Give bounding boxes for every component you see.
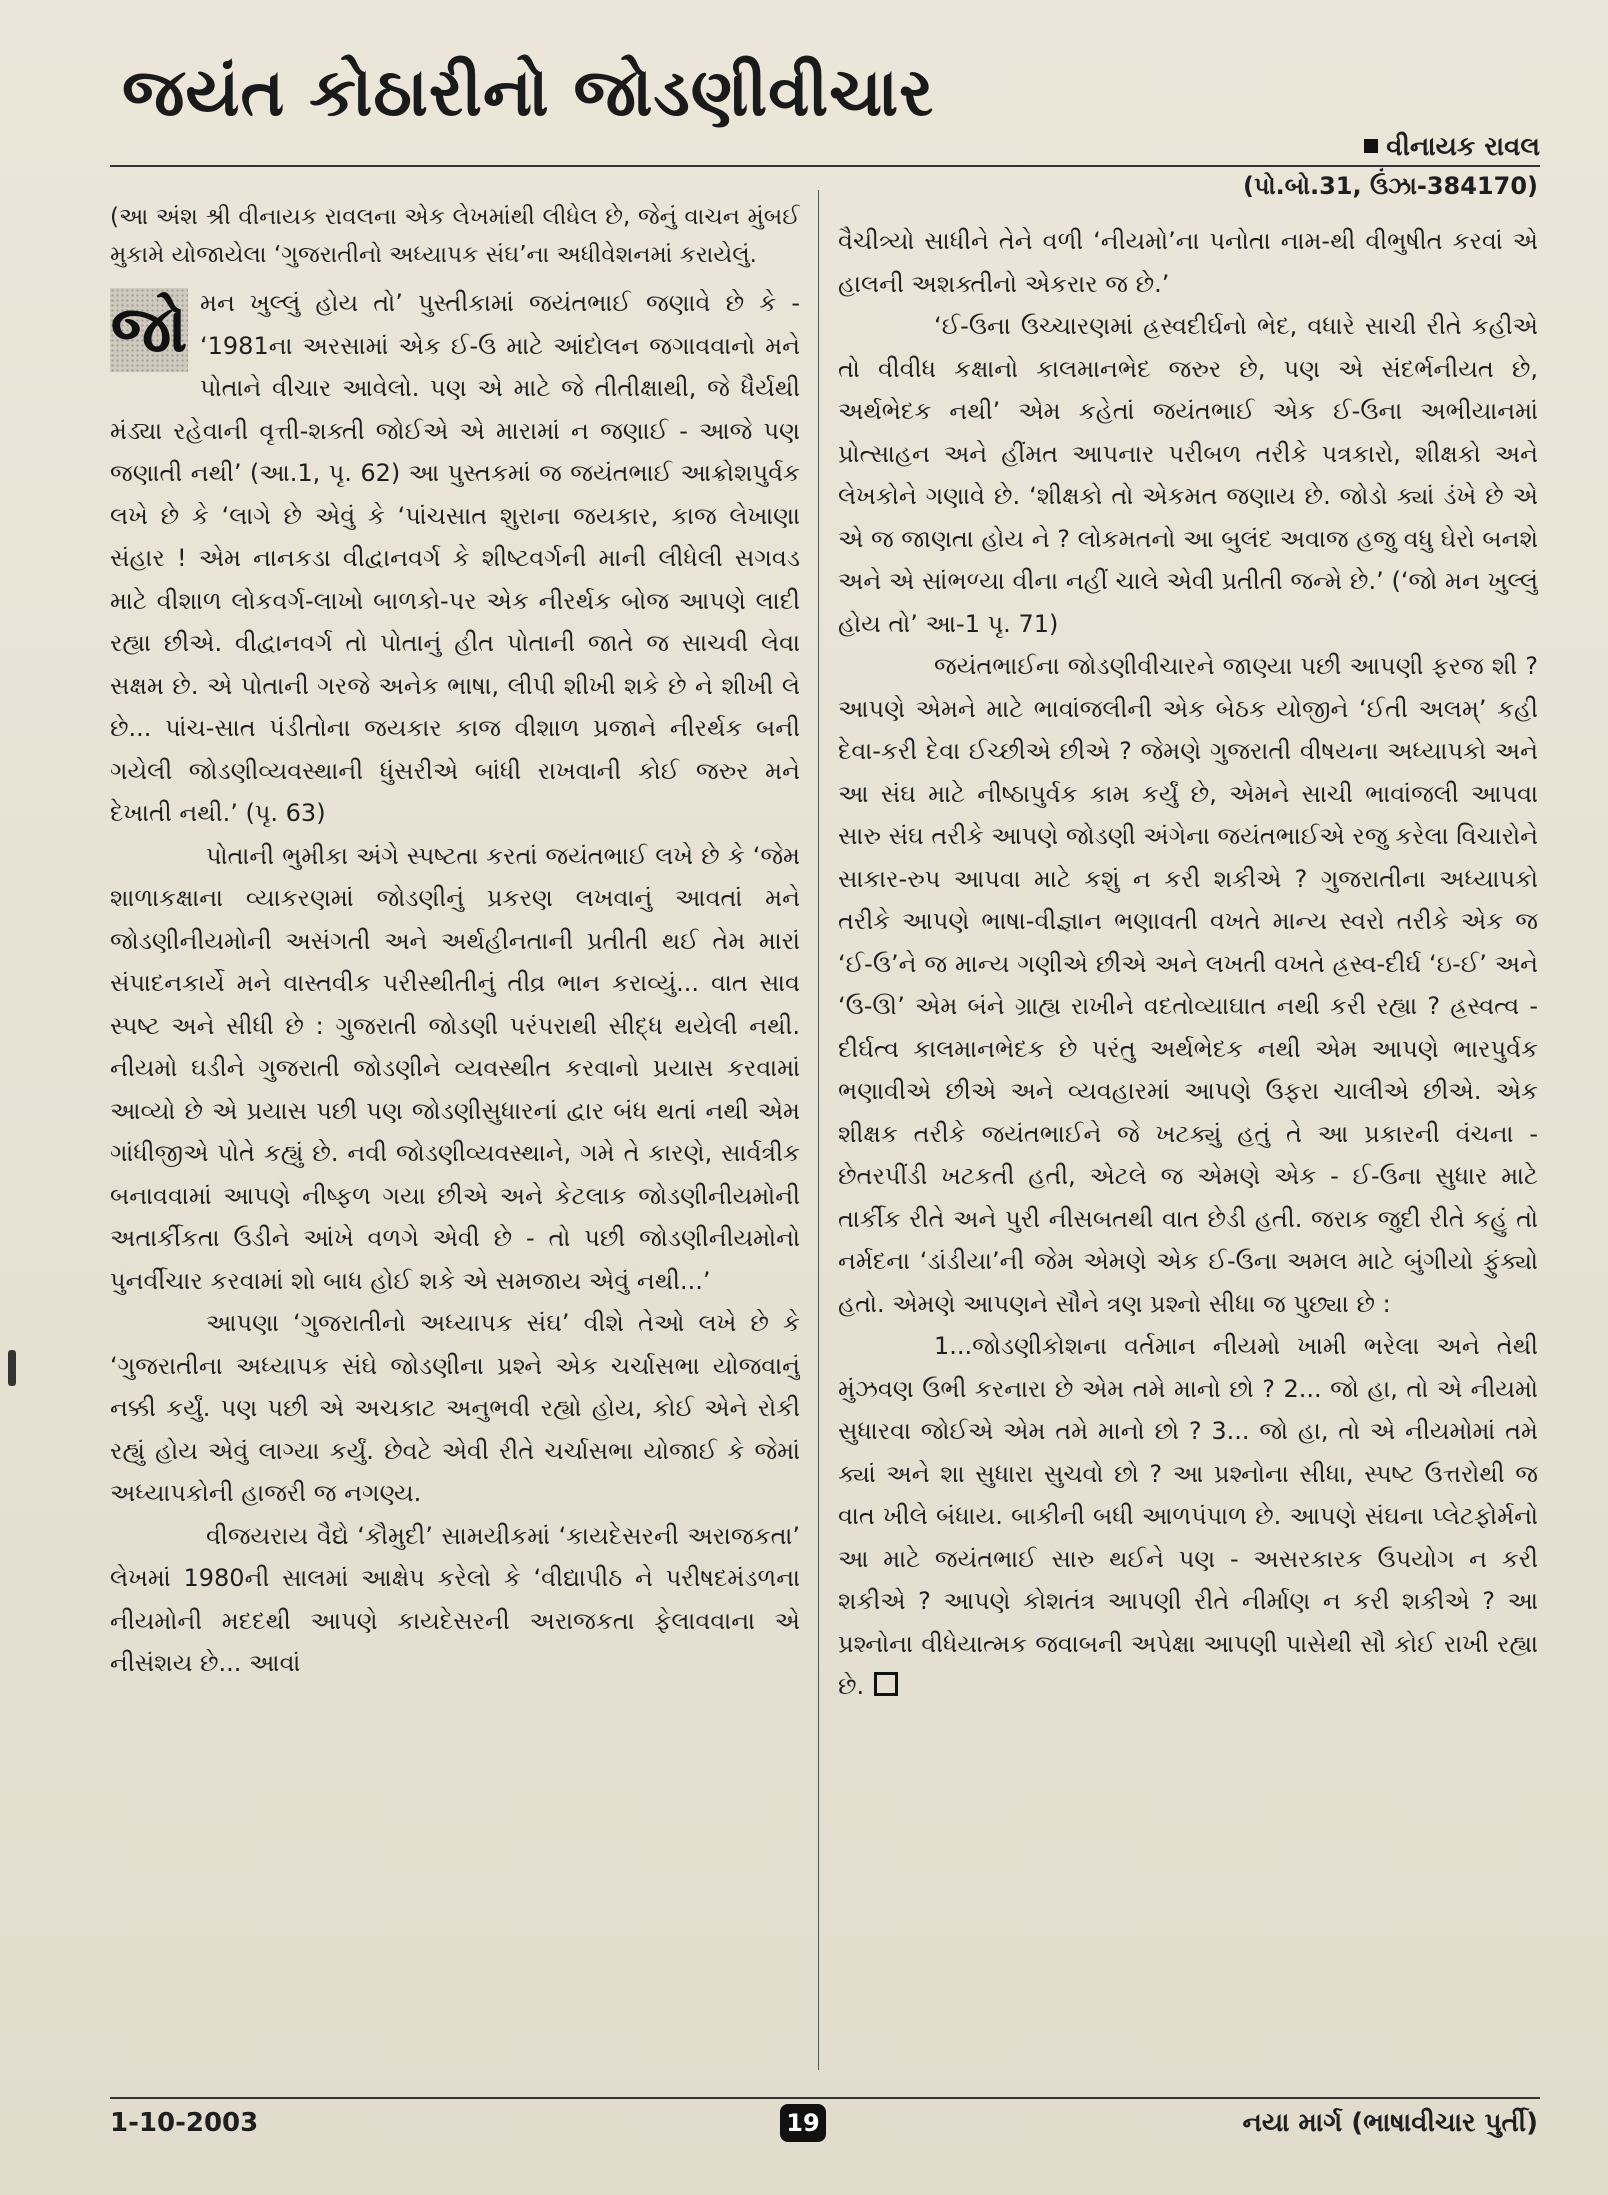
column-divider xyxy=(818,190,819,2070)
article-title: જયંત કોઠારીનો જોડણીવીચાર xyxy=(122,54,935,131)
author-name: વીનાયક રાવલ xyxy=(1386,132,1540,162)
intro-note: (આ અંશ શ્રી વીનાયક રાવલના એક લેખમાંથી લીધેલ છે, જેનું વાચન મુંબઈ મુકામે યોજાયેલા ‘ગુજરાતીનો અધ્યાપક સંઘ’ના અધીવેશનમાં કરાયેલું. xyxy=(110,204,800,268)
author-byline xyxy=(1364,132,1540,163)
paragraph-1-text: મન ખુલ્લું હોય તો’ પુસ્તીકામાં જયંતભાઈ જણાવે છે કે - ‘1981ના અરસામાં એક ઈ-ઉ માટે આંદોલન જગાવવાનો મને પોતાને વીચાર આવેલો. પણ એ માટે જે તીતીક્ષાથી, જે ધૈર્યથી મંડ્યા રહેવાની વૃત્તી-શક્તી જોઈએ એ મારામાં ન જણાઈ - આજે પણ જણાતી નથી’ (આ.1, પૃ. 62) આ પુસ્તકમાં જ જયંતભાઈ આક્રોશપુર્વક લખે છે કે ‘લાગે છે એવું કે ‘પાંચસાત શુરાના જયકાર, કાજ લેખાણા સંહાર ! એમ નાનકડા વીદ્વાનવર્ગ કે શીષ્ટવર્ગની માની લીધેલી સગવડ માટે વીશાળ લોકવર્ગ-લાખો બાળકો-પર એક નીરર્થક બોજ આપણે લાદી રહ્યા છીએ. વીદ્વાનવર્ગ તો પોતાનું હીત પોતાની જાતે જ સાચવી લેવા સક્ષમ છે. એ પોતાની ગરજે અનેક ભાષા, લીપી શીખી શકે છે ને શીખી લે છે... પાંચ-સાત પંડીતોના જયકાર કાજ વીશાળ પ્રજાને નીરર્થક બની ગયેલી જોડણીવ્યવસ્થાની ધુંસરીએ બાંધી રાખવાની કોઈ જરુર મને દેખાતી નથી.’ (પૃ. 63) xyxy=(110,289,800,827)
footer-rule xyxy=(110,2097,1540,2099)
binding-mark xyxy=(8,1350,16,1386)
paragraph-1 xyxy=(110,282,800,835)
end-mark-icon xyxy=(874,1672,898,1696)
drop-cap: જો xyxy=(110,288,188,372)
author-address: (પો.બો.31, ઉંઝા-384170) xyxy=(1243,172,1538,200)
paragraph-8-text: 1...જોડણીકોશના વર્તમાન નીયમો ખામી ભરેલા અને તેથી મુંઝવણ ઉભી કરનારા છે એમ તમે માનો છો ? 2... જો હા, તો એ નીયમો સુધારવા જોઈએ એમ તમે માનો છો ? 3... જો હા, તો એ નીયમોમાં તમે ક્યાં અને શા સુધારા સુચવો છો ? આ પ્રશ્નોના સીધા, સ્પષ્ટ ઉત્તરોથી જ વાત ખીલે બંધાય. બાકીની બધી આળપંપાળ છે. આપણે સંઘના પ્લેટફોર્મનો આ માટે જયંતભાઈ સારુ થઈને પણ - અસરકારક ઉપયોગ ન કરી શકીએ ? આપણે કોશતંત્ર આપણી રીતે નીર્માણ ન કરી શકીએ ? આ પ્રશ્નોના વીધેયાત્મક જવાબની અપેક્ષા આપણી પાસેથી સૌ કોઈ રાખી રહ્યા છે. xyxy=(838,1332,1538,1700)
paragraph-3: આપણા ‘ગુજરાતીનો અધ્યાપક સંઘ’ વીશે તેઓ લખે છે કે ‘ગુજરાતીના અધ્યાપક સંઘે જોડણીના પ્રશ્ને એક ચર્ચાસભા યોજવાનું નક્કી કર્યું. પણ પછી એ અચકાટ અનુભવી રહ્યો હોય, કોઈ એને રોકી રહ્યું હોય એવું લાગ્યા કર્યું. છેવટે એવી રીતે ચર્ચાસભા યોજાઈ કે જેમાં અધ્યાપકોની હાજરી જ નગણ્ય. xyxy=(110,1309,800,1507)
issue-date: 1-10-2003 xyxy=(110,2108,259,2138)
paragraph-8 xyxy=(838,1325,1538,1708)
left-column xyxy=(110,198,800,2058)
article-header xyxy=(110,52,1550,162)
square-bullet-icon xyxy=(1364,139,1378,153)
paragraph-2: પોતાની ભુમીકા અંગે સ્પષ્ટતા કરતાં જયંતભાઈ લખે છે કે ‘જેમ શાળાકક્ષાના વ્યાકરણમાં જોડણીનું પ્રકરણ લખવાનું આવતાં મને જોડણીનીયમોની અસંગતી અને અર્થહીનતાની પ્રતીતી થઈ તેમ મારાં સંપાદનકાર્યે મને વાસ્તવીક પરીસ્થીતીનું તીવ્ર ભાન કરાવ્યું... વાત સાવ સ્પષ્ટ અને સીધી છે : ગુજરાતી જોડણી પરંપરાથી સીદ્ધ થયેલી નથી. નીયમો ઘડીને ગુજરાતી જોડણીને વ્યવસ્થીત કરવાનો પ્રયાસ કરવામાં આવ્યો છે એ પ્રયાસ પછી પણ જોડણીસુધારનાં દ્વાર બંધ થતાં નથી એમ ગાંધીજીએ પોતે કહ્યું છે. નવી જોડણીવ્યવસ્થાને, ગમે તે કારણે, સાર્વત્રીક બનાવવામાં આપણે નીષ્ફળ ગયા છીએ અને કેટલાક જોડણીનીયમોની અતાર્કીકતા ઉડીને આંખે વળગે એવી છે - તો પછી જોડણીનીયમોનો પુનર્વીચાર કરવામાં શો બાધ હોઈ શકે એ સમજાય એવું નથી...’ xyxy=(110,841,800,1295)
page-number: 19 xyxy=(780,2104,826,2142)
right-column xyxy=(838,220,1538,2080)
paragraph-5: વૈચીત્ર્યો સાધીને તેને વળી ‘નીયમો’ના પનોતા નામ-થી વીભુષીત કરવાં એ હાલની અશક્તીનો એકરાર જ છે.’ xyxy=(838,227,1538,298)
paragraph-7: જયંતભાઈના જોડણીવીચારને જાણ્યા પછી આપણી ફરજ શી ? આપણે એમને માટે ભાવાંજલીની એક બેઠક યોજીને ‘ઈતી અલમ્’ કહી દેવા-કરી દેવા ઈચ્છીએ છીએ ? જેમણે ગુજરાતી વીષયના અધ્યાપકો અને આ સંઘ માટે નીષ્ઠાપુર્વક કામ કર્યું છે, એમને સાચી ભાવાંજલી આપવા સારુ સંઘ તરીકે આપણે જોડણી અંગેના જયંતભાઈએ રજુ કરેલા વિચારોને સાકાર-રુપ આપવા માટે કશું ન કરી શકીએ ? ગુજરાતીના અધ્યાપકો તરીકે આપણે ભાષા-વીજ્ઞાન ભણાવતી વખતે માન્ય સ્વરો તરીકે એક જ ‘ઈ-ઉ’ને જ માન્ય ગણીએ છીએ અને લખતી વખતે હ્રસ્વ-દીર્ઘ ‘ઇ-ઈ’ અને ‘ઉ-ઊ’ એમ બંને ગ્રાહ્ય રાખીને વદતોવ્યાઘાત નથી કરી રહ્યા ? હ્રસ્વત્વ - દીર્ઘત્વ કાલમાનભેદક છે પરંતુ અર્થભેદક નથી એમ આપણે ભારપુર્વક ભણાવીએ છીએ અને વ્યવહારમાં આપણે ઉફરા ચાલીએ છીએ. એક શીક્ષક તરીકે જયંતભાઈને જે ખટક્યું હતું તે આ પ્રકારની વંચના - છેતરપીંડી ખટકતી હતી, એટલે જ એમણે એક - ઈ-ઉના સુધાર માટે તાર્કીક રીતે અને પુરી નીસબતથી વાત છેડી હતી. જરાક જુદી રીતે કહું તો નર્મદના ‘ડાંડીયા’ની જેમ એમણે એક ઈ-ઉના અમલ માટે બુંગીયો ફુંક્યો હતો. એમણે આપણને સૌને ત્રણ પ્રશ્નો સીધા જ પુછ્યા છે : xyxy=(838,652,1538,1318)
publication-name: નયા માર્ગ (ભાષાવીચાર પુર્તી) xyxy=(1242,2108,1538,2138)
paragraph-6: ‘ઈ-ઉના ઉચ્ચારણમાં હ્રસ્વદીર્ઘનો ભેદ, વધારે સાચી રીતે કહીએ તો વીવીધ કક્ષાનો કાલમાનભેદ જરુર છે, પણ એ સંદર્ભનીયત છે, અર્થભેદક નથી’ એમ કહેતાં જયંતભાઈ એક ઈ-ઉના અભીયાનમાં પ્રોત્સાહન અને હીંમત આપનાર પરીબળ તરીકે પત્રકારો, શીક્ષકો અને લેખકોને ગણાવે છે. ‘શીક્ષકો તો એકમત જણાય છે. જોડો ક્યાં ડંખે છે એ એ જ જાણતા હોય ને ? લોકમતનો આ બુલંદ અવાજ હજુ વધુ ઘેરો બનશે અને એ સાંભળ્યા વીના નહીં ચાલે એવી પ્રતીતી જન્મે છે.’ (‘જો મન ખુલ્લું હોય તો’ આ-1 પૃ. 71) xyxy=(838,312,1538,638)
header-rule xyxy=(110,165,1540,167)
paragraph-4: વીજયરાય વૈદ્યે ‘કૌમુદી’ સામયીકમાં ‘કાયદેસરની અરાજકતા’ લેખમાં 1980ની સાલમાં આક્ષેપ કરેલો કે ‘વીદ્યાપીઠ ને પરીષદમંડળના નીયમોની મદદથી આપણે કાયદેસરની અરાજકતા ફેલાવવાના એ નીસંશય છે... આવાં xyxy=(110,1521,800,1677)
